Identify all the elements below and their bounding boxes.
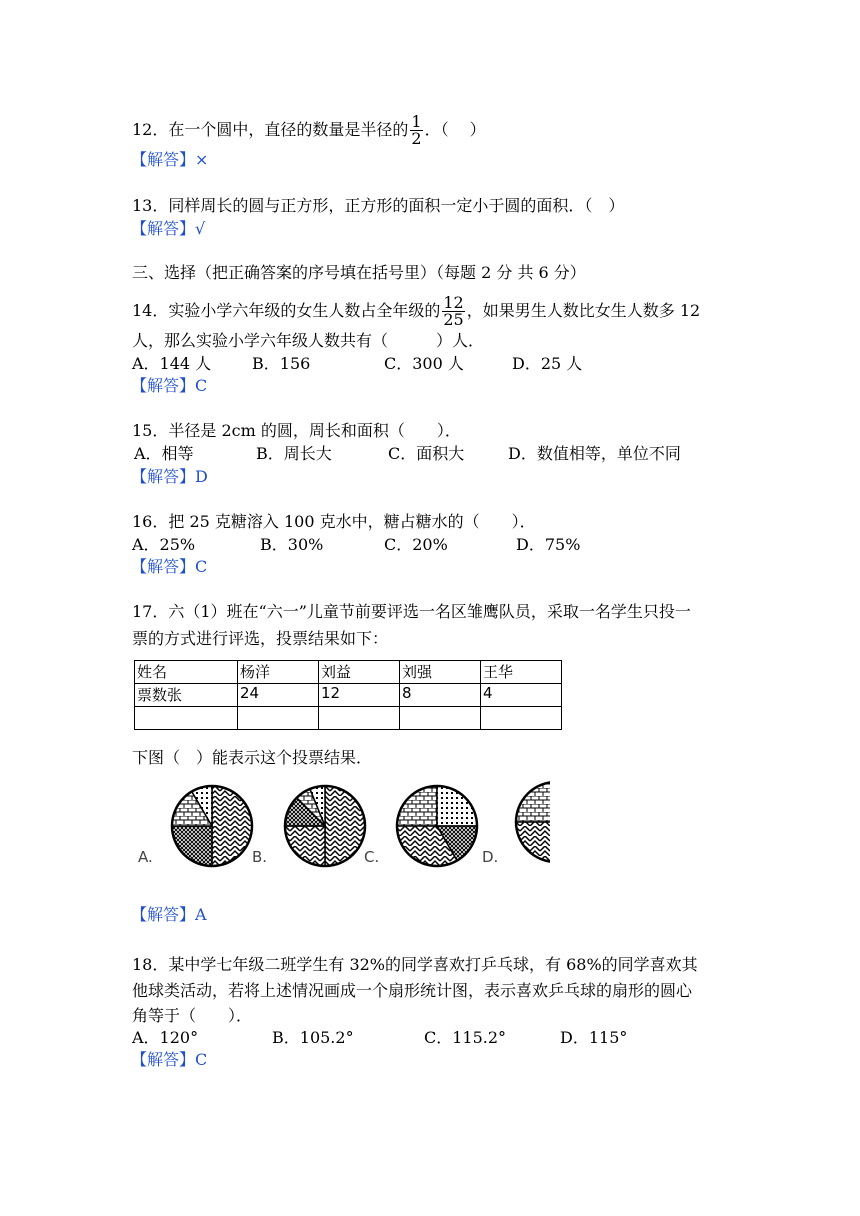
answer-value: A	[195, 905, 207, 924]
table-cell	[238, 707, 319, 730]
q17-answer	[131, 905, 207, 925]
q16-option-c: C．20%	[384, 535, 448, 554]
table-cell: 4	[481, 684, 562, 707]
table-cell	[319, 707, 400, 730]
table-cell: 8	[400, 684, 481, 707]
answer-label: 【解答】	[131, 150, 196, 169]
table-cell	[135, 707, 238, 730]
pie-b	[285, 786, 365, 866]
q12-tail: ．（ ）	[424, 120, 486, 139]
q14-text: 14．实验小学六年级的女生人数占全年级的	[132, 301, 441, 320]
q16-option-b: B．30%	[260, 535, 324, 554]
q12-stem	[132, 114, 486, 147]
table-cell: 刘益	[319, 661, 400, 684]
answer-value: C	[195, 557, 208, 576]
q15-option-c: C．面积大	[388, 444, 465, 463]
pie-label-a: A.	[138, 848, 153, 866]
table-cell: 24	[238, 684, 319, 707]
table-cell: 12	[319, 684, 400, 707]
fraction-numerator: 12	[443, 293, 464, 312]
q14-fraction	[442, 295, 464, 328]
q15-option-b: B．周长大	[256, 444, 332, 463]
table-cell: 杨洋	[238, 661, 319, 684]
table-cell	[400, 707, 481, 730]
table-cell: 姓名	[135, 661, 238, 684]
q18-option-a: A．120°	[132, 1028, 199, 1047]
pie-c	[397, 786, 477, 866]
table-row	[135, 684, 562, 707]
q16-option-d: D．75%	[516, 535, 581, 554]
pie-a	[172, 786, 252, 866]
answer-label: 【解答】	[131, 905, 196, 924]
q14-option-c: C．300 人	[384, 354, 464, 373]
q12-answer	[131, 150, 208, 170]
q13-stem: 13．同样周长的圆与正方形，正方形的面积一定小于圆的面积．（ ）	[132, 196, 625, 215]
section-title: 三、选择（把正确答案的序号填在括号里）（每题 2 分 共 6 分）	[132, 263, 586, 282]
pie-label-c: C.	[364, 848, 380, 866]
answer-value: √	[195, 219, 206, 238]
q18-stem-line1: 18．某中学七年级二班学生有 32%的同学喜欢打乒乓球，有 68%的同学喜欢其	[132, 955, 698, 974]
pie-label-b: B.	[252, 848, 268, 866]
q16-answer	[131, 557, 207, 577]
q16-stem: 16．把 25 克糖溶入 100 克水中，糖占糖水的（ ）．	[132, 512, 536, 531]
answer-label: 【解答】	[131, 219, 196, 238]
q18-option-c: C．115.2°	[424, 1028, 507, 1047]
q14-stem	[132, 295, 700, 328]
answer-value: C	[195, 376, 208, 395]
q14-option-d: D．25 人	[512, 354, 583, 373]
pie-options-figure	[130, 776, 550, 872]
q17-stem-line1: 17．六（1）班在“六一”儿童节前要评选一名区雏鹰队员，采取一名学生只投一	[132, 602, 691, 621]
answer-value: C	[195, 1050, 208, 1069]
table-cell: 刘强	[400, 661, 481, 684]
q15-answer	[131, 467, 208, 487]
q14-option-b: B．156	[252, 354, 311, 373]
table-cell: 王华	[481, 661, 562, 684]
q15-option-a: A．相等	[134, 444, 194, 463]
q13-answer	[131, 219, 205, 239]
answer-label: 【解答】	[131, 1050, 196, 1069]
q14-option-a: A．144 人	[132, 354, 212, 373]
pie-d	[516, 782, 550, 862]
q17-stem-line2: 票的方式进行评选，投票结果如下：	[132, 629, 389, 648]
q14-stem-line2: 人，那么实验小学六年级人数共有（ ）人．	[132, 331, 485, 350]
table-row	[135, 707, 562, 730]
answer-value: D	[195, 467, 208, 486]
answer-label: 【解答】	[131, 557, 196, 576]
answer-label: 【解答】	[131, 376, 196, 395]
fraction-denominator: 25	[443, 310, 464, 329]
q18-answer	[131, 1050, 207, 1070]
q18-option-d: D．115°	[560, 1028, 628, 1047]
q15-option-d: D．数值相等，单位不同	[508, 444, 681, 463]
q15-stem: 15．半径是 2cm 的圆，周长和面积（ ）．	[132, 421, 461, 440]
table-cell	[481, 707, 562, 730]
table-row	[135, 661, 562, 684]
q18-stem-line3: 角等于（ ）．	[132, 1006, 253, 1025]
q16-option-a: A．25%	[132, 535, 196, 554]
q14-tail: ，如果男生人数比女生人数多 12	[466, 301, 701, 320]
fraction-denominator: 2	[411, 129, 422, 148]
q12-fraction	[410, 114, 422, 147]
answer-label: 【解答】	[131, 467, 196, 486]
vote-table	[134, 660, 562, 730]
table-cell: 票数张	[135, 684, 238, 707]
q17-stem-line3: 下图（ ）能表示这个投票结果．	[132, 748, 373, 767]
pie-label-d: D.	[482, 848, 499, 866]
q18-stem-line2: 他球类活动，若将上述情况画成一个扇形统计图，表示喜欢乒乓球的扇形的圆心	[132, 981, 693, 1000]
q12-text: 12．在一个圆中，直径的数量是半径的	[132, 120, 409, 139]
answer-value: ×	[195, 150, 209, 169]
q18-option-b: B．105.2°	[272, 1028, 354, 1047]
fraction-numerator: 1	[411, 112, 422, 131]
q14-answer	[131, 376, 207, 396]
